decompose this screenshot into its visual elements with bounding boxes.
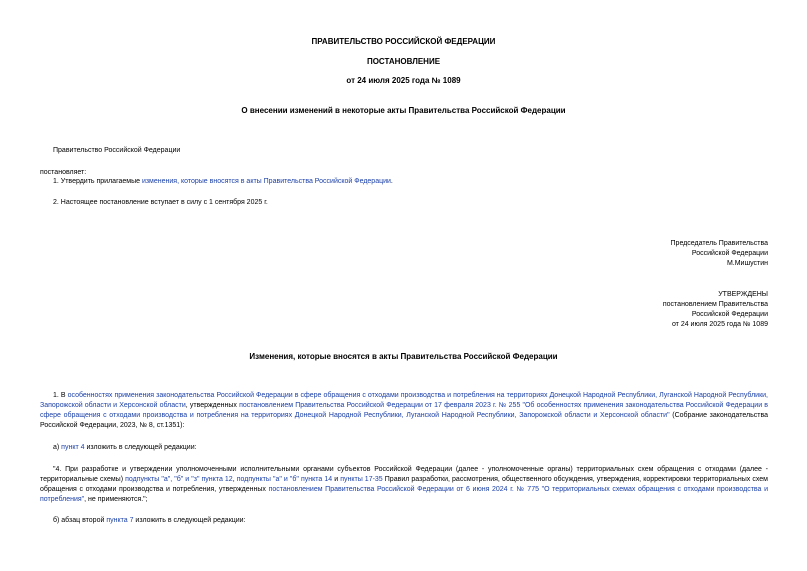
resolution-255-link[interactable]: постановлением Правительства Российской Федерации от 17 февраля 2023 г. № 255 "Об особенностях применения законодательства Российской Федерации в сфере обращения с отходами производства и потребления на территориях Донецкой Народной Республики, Луганской Народной Республики, Запорожской области и Херсонской области" [40,402,768,419]
paragraph-1-prefix: 1. Утвердить прилагаемые [53,178,142,185]
approved-block [368,290,768,330]
point-4-link[interactable]: пункт 4 [61,444,85,451]
paragraph-2: 2. Настоящее постановление вступает в силу с 1 сентября 2025 г. [53,199,268,206]
signature-line-1: Председатель Правительства [670,240,768,247]
points-17-35-link[interactable]: пункты 17-35 [340,476,383,483]
paragraph-1-suffix: . [390,178,393,185]
document-type: ПОСТАНОВЛЕНИЕ [366,57,441,66]
changes-link[interactable]: изменения, которые вносятся в акты Правительства Российской Федерации [141,178,391,185]
sub-item-a [53,443,197,453]
quoted-point-4 [40,465,768,505]
intro-text: Правительство Российской Федерации [53,147,181,154]
signature-line-2: Российской Федерации [691,250,768,257]
document-title: О внесении изменений в некоторые акты Правительства Российской Федерации [241,106,566,115]
paragraph-1 [53,177,393,187]
quote-part-3: и [332,476,341,483]
quote-part-5: , не применяются."; [84,496,148,503]
sub-a-prefix: а) [53,444,62,451]
signature-block [368,239,768,269]
subpoints-12-link[interactable]: подпункты "а", "б" и "з" пункта 12 [125,476,233,483]
sub-b-suffix: изложить в следующей редакции: [133,517,246,524]
sub-b-prefix: б) абзац второй [53,517,107,524]
quote-part-4: Правил разработки, рассмотрения, общественного обсуждения, утверждения, корректировки территориальных схем обращения с отходами производства и потребления, утвержденных [40,476,768,493]
point-7-link[interactable]: пункта 7 [106,517,134,524]
sub-a-suffix: изложить в следующей редакции: [84,444,197,451]
approved-line-4: от 24 июля 2025 года № 1089 [671,321,768,328]
government-heading: ПРАВИТЕЛЬСТВО РОССИЙСКОЙ ФЕДЕРАЦИИ [311,37,496,46]
approved-line-1: УТВЕРЖДЕНЫ [718,291,768,298]
quote-part-2: , [232,476,237,483]
item-1-suffix: (Собрание законодательства Российской Федерации, 2023, № 8, ст.1351): [40,412,768,429]
item-1-mid: , утвержденных [185,402,240,409]
approved-line-3: Российской Федерации [691,311,768,318]
features-link[interactable]: особенностях применения законодательства Российской Федерации в сфере обращения с отходами производства и потребления на территориях Донецкой Народной Республики, Луганской Народной Республики, Запорожской области и Херсонской области [40,392,768,409]
signature-line-3: М.Мишустин [726,260,768,267]
item-1-prefix: 1. В [53,392,68,399]
decides-text: постановляет: [40,169,87,176]
subpoints-14-link[interactable]: подпункты "а" и "б" пункта 14 [236,476,333,483]
approved-line-2: постановлением Правительства [662,301,768,308]
changes-item-1 [40,391,768,431]
quote-part-1: "4. При разработке и утверждении уполномоченными исполнительными органами субъектов Российской Федерации (далее - уполномоченные органы) территориальных схем обращения с отходами (далее - территориальные схемы) [40,466,768,483]
changes-title: Изменения, которые вносятся в акты Правительства Российской Федерации [249,352,558,361]
resolution-775-link[interactable]: постановлением Правительства Российской Федерации от 6 июня 2024 г. № 775 "О территориальных схемах обращения с отходами производства и потребления" [40,486,768,503]
document-date-number: от 24 июля 2025 года № 1089 [346,76,461,85]
sub-item-b [53,516,246,526]
